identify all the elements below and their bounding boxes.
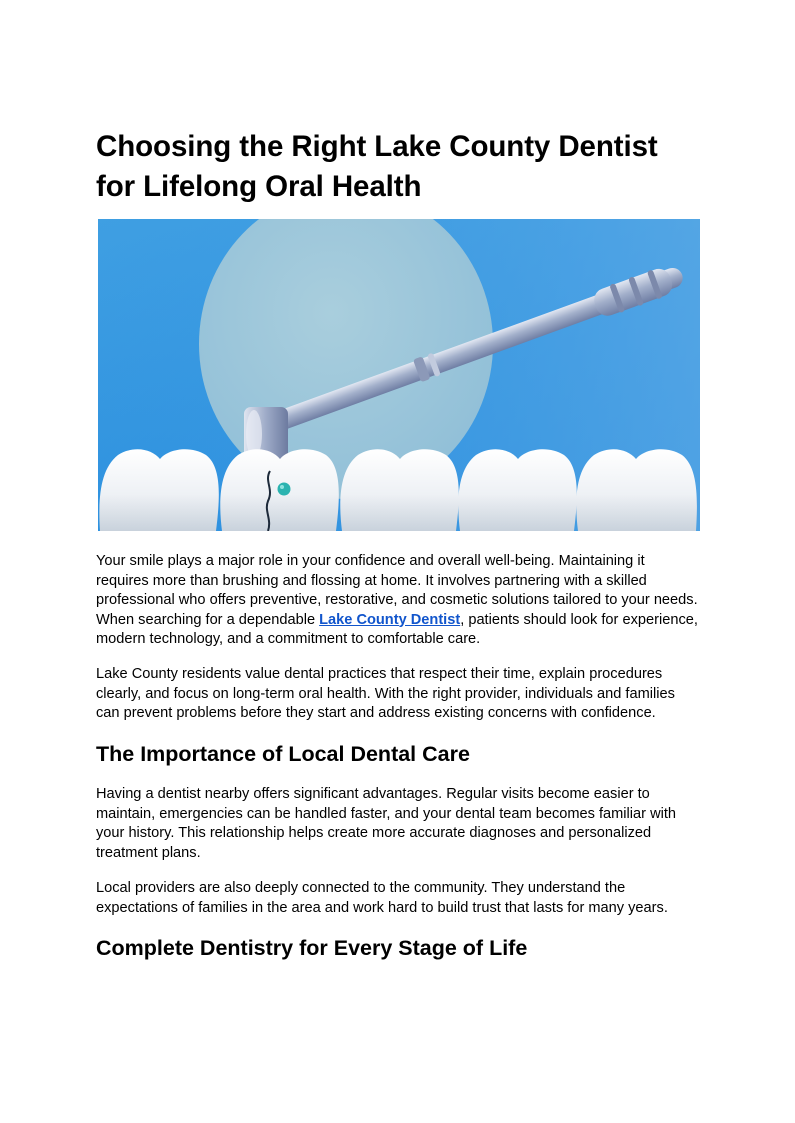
teeth-row [99,449,697,531]
intro-paragraph [96,552,700,650]
lake-county-dentist-link[interactable]: Lake County Dentist [319,611,461,628]
paragraph-community: Local providers are also deeply connected to the community. They understand the expectations of families in the area and work hard to build trust that lasts for many years. [96,880,668,916]
bur-tip [278,483,291,496]
paragraph-local-advantages: Having a dentist nearby offers significant advantages. Regular visits become easier to maintain, emergencies can be handled faster, and your dental team becomes familiar with your history. This relationship helps create more accurate diagnoses and personalized treatment plans. [96,786,677,861]
page-title: Choosing the Right Lake County Dentist for Lifelong Oral Health [96,130,658,203]
dental-drill-illustration [98,219,700,531]
section-heading-local-care: The Importance of Local Dental Care [96,742,470,766]
paragraph-residents: Lake County residents value dental practices that respect their time, explain procedures clearly, and focus on long-term oral health. With the right provider, individuals and families can prevent problems before they start and address existing concerns with confidence. [96,666,675,721]
hero-image [98,219,700,531]
section-heading-complete-dentistry: Complete Dentistry for Every Stage of Life [96,936,528,960]
intro-text: Your smile plays a major role in your confidence and overall well-being. Maintaining it requires more than brushing and flossing at home. It involves partnering with a skilled professional who offers preventive, restorative, and cosmetic solutions tailored to your needs. When searching for a dependable [96,553,698,628]
intro-text-end: , patients should look for experience, modern technology, and a commitment to comfortable care. [96,611,698,647]
